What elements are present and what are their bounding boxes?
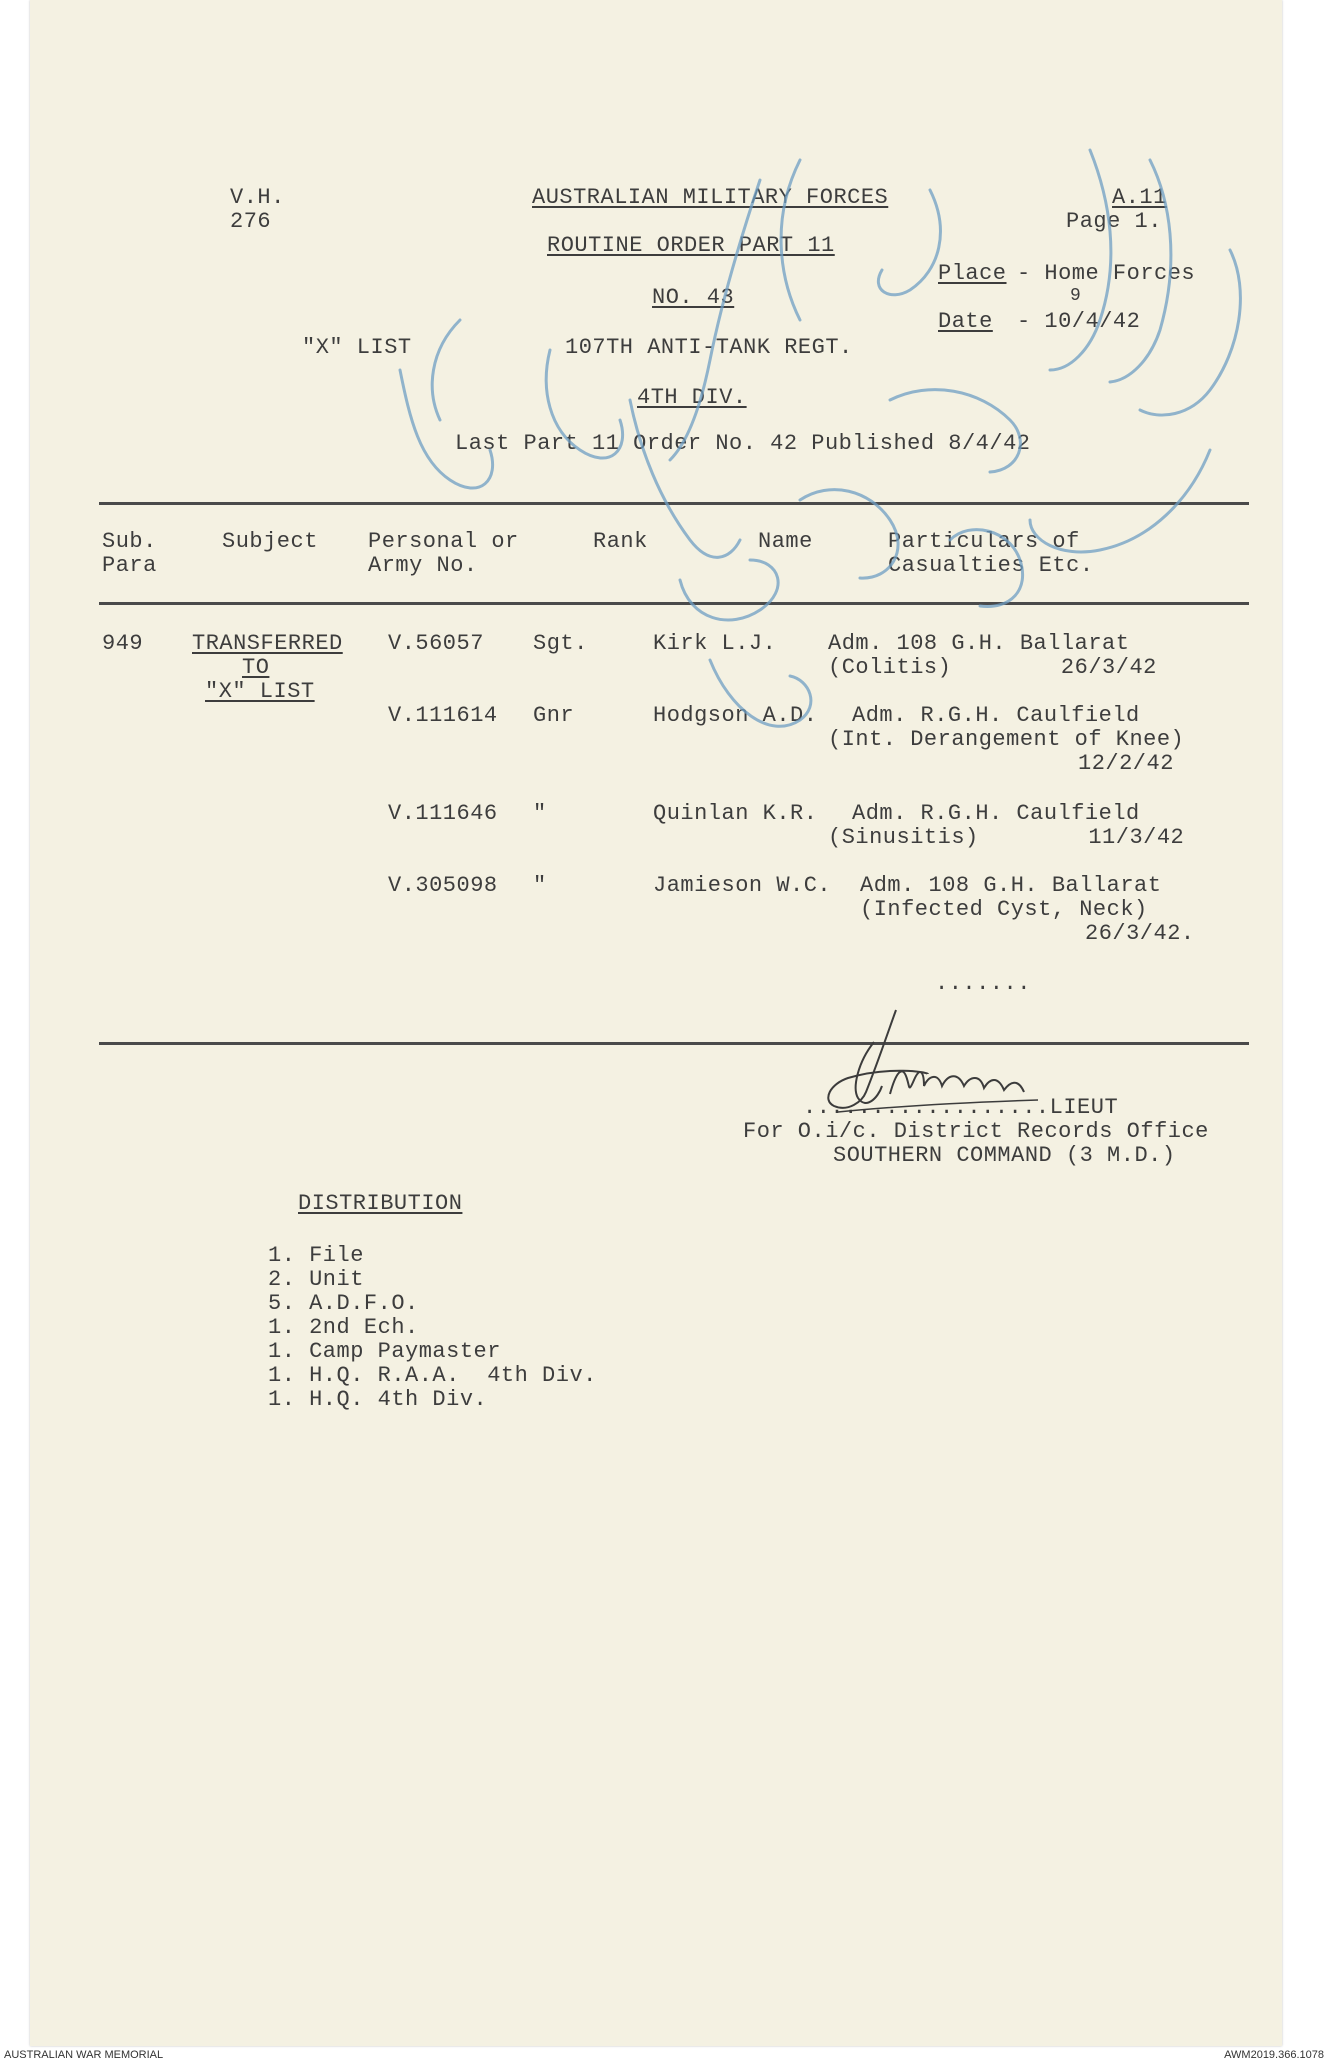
col-sub-para-1: Sub. xyxy=(102,529,157,554)
table-row-rank: Gnr xyxy=(533,703,575,728)
division: 4TH DIV. xyxy=(637,385,747,410)
table-row-army-no: V.56057 xyxy=(388,631,484,656)
col-subject: Subject xyxy=(222,529,318,554)
col-particulars-1: Particulars of xyxy=(888,529,1080,554)
signature-for-line: For O.i/c. District Records Office xyxy=(743,1119,1209,1144)
distribution-item: 1. H.Q. 4th Div. xyxy=(268,1387,488,1412)
col-name: Name xyxy=(758,529,813,554)
document-title: AUSTRALIAN MILITARY FORCES xyxy=(532,185,889,210)
table-row-particulars-2: (Colitis) 26/3/42 xyxy=(828,655,1157,680)
pencil-annotation xyxy=(330,120,1270,760)
table-row-particulars-2: (Sinusitis) 11/3/42 xyxy=(828,825,1185,850)
ref-line-2: 276 xyxy=(230,209,272,234)
col-particulars-2: Casualties Etc. xyxy=(888,553,1094,578)
distribution-item: 1. H.Q. R.A.A. 4th Div. xyxy=(268,1363,597,1388)
distribution-item: 2. Unit xyxy=(268,1267,364,1292)
table-bottom-rule xyxy=(99,1042,1249,1045)
entry-sub-para: 949 xyxy=(102,631,144,656)
distribution-item: 5. A.D.F.O. xyxy=(268,1291,419,1316)
table-row-name: Kirk L.J. xyxy=(653,631,777,656)
table-row-army-no: V.305098 xyxy=(388,873,498,898)
table-row-particulars-1: Adm. R.G.H. Caulfield xyxy=(852,703,1140,728)
table-row-rank: " xyxy=(533,873,547,898)
date-correction: 9 xyxy=(1070,286,1082,306)
col-army-no-1: Personal or xyxy=(368,529,519,554)
col-rank: Rank xyxy=(593,529,648,554)
table-row-army-no: V.111614 xyxy=(388,703,498,728)
form-code: A.11 xyxy=(1112,185,1167,210)
distribution-item: 1. Camp Paymaster xyxy=(268,1339,501,1364)
entry-subject-3: "X" LIST xyxy=(205,679,315,704)
signature-command-line: SOUTHERN COMMAND (3 M.D.) xyxy=(833,1143,1176,1168)
end-marks: ....... xyxy=(935,971,1031,996)
table-row-particulars-3: 12/2/42 xyxy=(1078,751,1174,776)
table-row-name: Hodgson A.D. xyxy=(653,703,818,728)
signature-rank-line: ..................LIEUT xyxy=(803,1095,1119,1120)
table-row-particulars-1: Adm. 108 G.H. Ballarat xyxy=(828,631,1130,656)
table-row-army-no: V.111646 xyxy=(388,801,498,826)
table-row-name: Jamieson W.C. xyxy=(653,873,832,898)
distribution-title: DISTRIBUTION xyxy=(298,1191,463,1216)
page-number: Page 1. xyxy=(1066,209,1162,234)
table-row-particulars-3: 26/3/42. xyxy=(1085,921,1195,946)
footer-right: AWM2019.366.1078 xyxy=(1224,2049,1324,2061)
last-order: Last Part 11 Order No. 42 Published 8/4/42 xyxy=(455,431,1031,456)
order-part: ROUTINE ORDER PART 11 xyxy=(547,233,835,258)
document-page xyxy=(30,0,1282,2046)
regiment: 107TH ANTI-TANK REGT. xyxy=(565,335,853,360)
order-number: NO. 43 xyxy=(652,285,735,310)
entry-subject-1: TRANSFERRED xyxy=(192,631,343,656)
table-row-rank: Sgt. xyxy=(533,631,588,656)
distribution-item: 1. 2nd Ech. xyxy=(268,1315,419,1340)
table-row-particulars-1: Adm. R.G.H. Caulfield xyxy=(852,801,1140,826)
col-sub-para-2: Para xyxy=(102,553,157,578)
table-row-rank: " xyxy=(533,801,547,826)
entry-subject-2: TO xyxy=(242,655,270,680)
footer-left: AUSTRALIAN WAR MEMORIAL xyxy=(4,2049,164,2061)
table-row-particulars-2: (Int. Derangement of Knee) xyxy=(828,727,1185,752)
table-row-particulars-2: (Infected Cyst, Neck) xyxy=(860,897,1148,922)
distribution-item: 1. File xyxy=(268,1243,364,1268)
list-label: "X" LIST xyxy=(302,335,412,360)
table-row-name: Quinlan K.R. xyxy=(653,801,818,826)
place-value: - Home Forces xyxy=(1017,261,1196,286)
col-army-no-2: Army No. xyxy=(368,553,478,578)
place-label: Place xyxy=(938,261,1007,286)
date-label: Date xyxy=(938,309,993,334)
date-value: - 10/4/42 xyxy=(1017,309,1141,334)
table-row-particulars-1: Adm. 108 G.H. Ballarat xyxy=(860,873,1162,898)
ref-line-1: V.H. xyxy=(230,185,285,210)
